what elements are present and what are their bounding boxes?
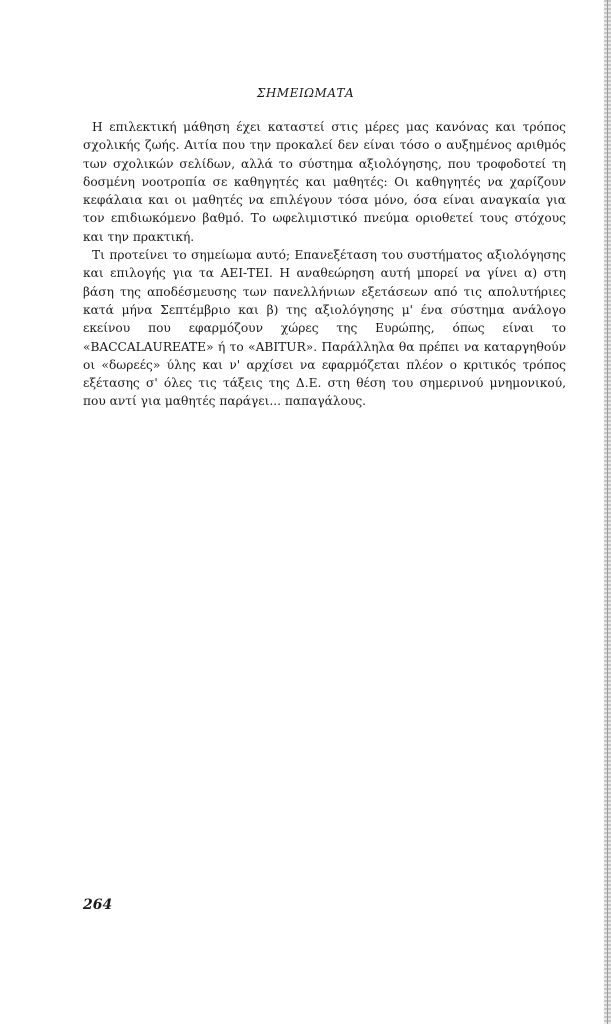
section-heading: ΣΗΜΕΙΩΜΑΤΑ bbox=[256, 86, 355, 100]
page-edge-line bbox=[607, 0, 608, 1024]
paragraph-2: Τι προτείνει το σημείωμα αυτό; Επανεξέταση του συστήματος αξιολόγησης και επιλογής για τα ΑΕΙ-ΤΕΙ. Η αναθεώρηση αυτή μπορεί να γίνει α) στη βάση της αποδέσμευσης των πανελλήνιων εξετάσεων από τις απολυτήριες κατά μήνα Σεπτέμβριο και β) της αξιολόγησης μ' ένα σύστημα ανάλογο εκείνου που εφαρμόζουν χώρες της Ευρώπης, όπως είναι το «BACCALAUREATE» ή το «ABITUR». Παράλληλα θα πρέπει να καταργηθούν οι «δωρεές» ύλης και ν' αρχίσει να εφαρμόζεται πλέον ο κριτικός τρόπος εξέτασης σ' όλες τις τάξεις της Δ.Ε. στη θέση του σημερινού μνημονικού, που αντί για μαθητές παράγει... παπαγάλους. bbox=[83, 248, 566, 409]
body-text bbox=[83, 118, 566, 411]
paragraph-1: Η επιλεκτική μάθηση έχει καταστεί στις μέρες μας κανόνας και τρόπος σχολικής ζωής. Αιτία που την προκαλεί δεν είναι τόσο ο αυξημένος αριθμός των σχολικών σελίδων, αλλά το σύστημα αξιολόγησης, που τροφοδοτεί τη δοσμένη νοοτροπία σε καθηγητές και μαθητές: Οι καθηγητές να χαρίζουν κεφάλαια και οι μαθητές να επιλέγουν τόσα μόνο, όσα είναι αναγκαία για τον επιδιωκόμενο βαθμό. Το ωφελιμιστικό πνεύμα οριοθετεί τους στόχους και την πρακτική. bbox=[83, 120, 566, 244]
page-number: 264 bbox=[83, 897, 113, 913]
